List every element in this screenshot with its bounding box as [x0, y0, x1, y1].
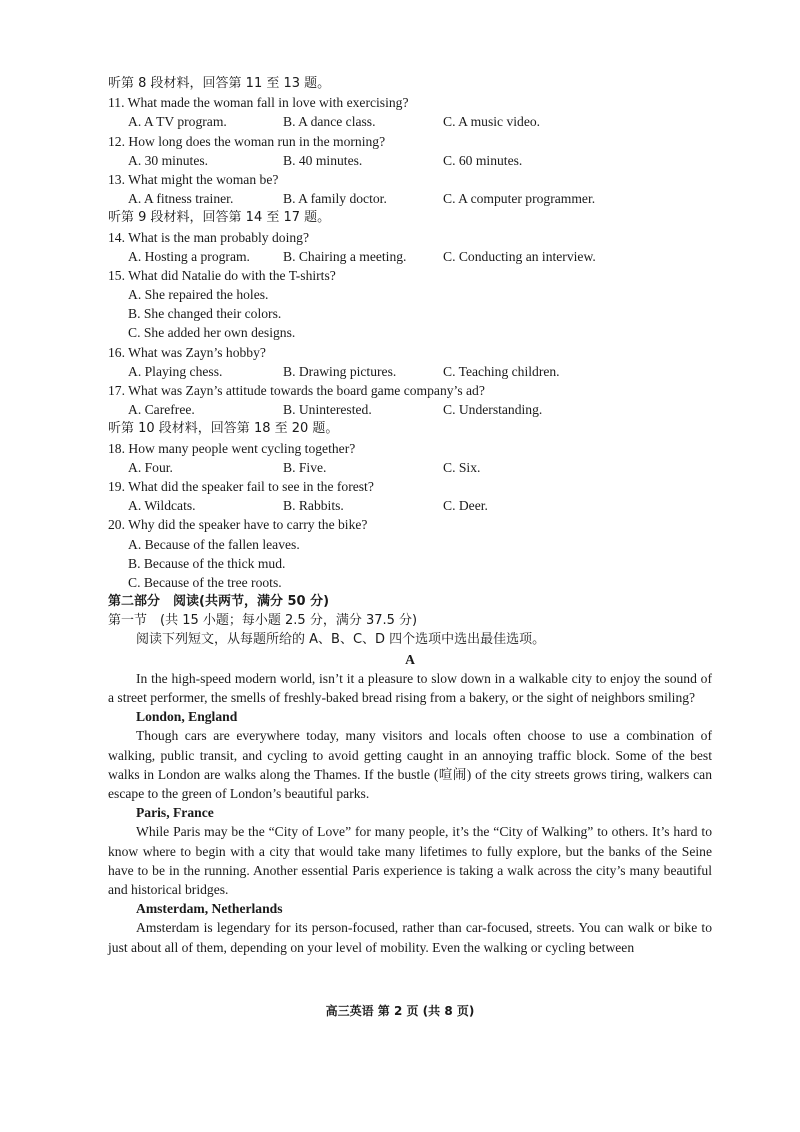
question-18-options — [108, 458, 712, 477]
option-c: C. Deer. — [443, 498, 488, 514]
question-18: 18. How many people went cycling together? — [108, 440, 356, 456]
paris-paragraph: While Paris may be the “City of Love” for many people, it’s the “City of Walking” to others. It’s hard to know where to begin with a city that would take many lifetimes to fully explore, but the banks of the Seine have to be in the running. Another essential Paris experience is taking a walk across the city’s many beautiful and historical bridges. — [108, 824, 712, 898]
option-b: B. She changed their colors. — [128, 306, 282, 322]
option-b: B. Rabbits. — [283, 498, 344, 514]
option-c: C. Conducting an interview. — [443, 248, 596, 264]
passage-intro — [108, 669, 712, 707]
paris-section — [108, 822, 712, 899]
question-14: 14. What is the man probably doing? — [108, 229, 309, 245]
option-b: B. Chairing a meeting. — [283, 248, 407, 264]
option-a: A. Four. — [128, 459, 173, 475]
section-one-title: 第一节 (共 15 小题；每小题 2.5 分，满分 37.5 分) — [108, 613, 418, 629]
amsterdam-heading: Amsterdam, Netherlands — [136, 901, 283, 917]
question-13-options — [108, 189, 712, 208]
section-8-instruction: 听第 8 段材料，回答第 11 至 13 题。 — [108, 76, 331, 91]
option-a: A. She repaired the holes. — [128, 287, 269, 303]
amsterdam-section — [108, 918, 712, 956]
option-a: A. Hosting a program. — [128, 248, 250, 264]
question-17: 17. What was Zayn’s attitude towards the board game company’s ad? — [108, 383, 485, 398]
london-section — [108, 726, 712, 803]
question-12-options — [108, 151, 712, 170]
part-two-title: 第二部分 阅读(共两节，满分 50 分) — [108, 594, 330, 610]
option-b: B. 40 minutes. — [283, 152, 363, 168]
option-c: C. A music video. — [443, 114, 541, 130]
reading-instruction: 阅读下列短文，从每题所给的 A、B、C、D 四个选项中选出最佳选项。 — [136, 632, 546, 648]
option-c: C. Because of the tree roots. — [128, 574, 282, 590]
option-c: C. A computer programmer. — [443, 191, 596, 207]
option-c: C. She added her own designs. — [128, 325, 296, 341]
question-16-options — [108, 362, 712, 381]
question-11: 11. What made the woman fall in love with exercising? — [108, 95, 409, 111]
option-a: A. Playing chess. — [128, 363, 223, 379]
option-b: B. Drawing pictures. — [283, 363, 397, 379]
option-b: B. A family doctor. — [283, 191, 387, 207]
london-paragraph: Though cars are everywhere today, many visitors and locals often choose to use a combination of walking, public transit, and cycling to avoid getting caught in an annoying traffic block. Some of the best walks in London are walks along the Thames. If the bustle (喧闹) of the city streets grows tiring, walkers can escape to the green of London’s beautiful parks. — [108, 728, 712, 802]
question-16: 16. What was Zayn’s hobby? — [108, 344, 266, 360]
page-footer: 高三英语 第 2 页 (共 8 页) — [325, 1004, 475, 1018]
option-b: B. Five. — [283, 459, 327, 475]
option-a: A. 30 minutes. — [128, 152, 209, 168]
amsterdam-paragraph: Amsterdam is legendary for its person-focused, rather than car-focused, streets. You can walk or bike to just about all of them, depending on your level of mobility. Even the walking or cycling between — [108, 920, 712, 955]
section-10-instruction: 听第 10 段材料，回答第 18 至 20 题。 — [108, 421, 339, 437]
question-17-options — [108, 400, 712, 419]
option-a: A. Because of the fallen leaves. — [128, 536, 300, 552]
exam-page — [108, 74, 712, 957]
section-9-instruction: 听第 9 段材料，回答第 14 至 17 题。 — [108, 210, 331, 226]
question-14-options — [108, 247, 712, 266]
question-19: 19. What did the speaker fail to see in the forest? — [108, 478, 374, 494]
option-a: A. A fitness trainer. — [128, 191, 234, 207]
question-12: 12. How long does the woman run in the morning? — [108, 133, 386, 149]
question-11-options — [108, 112, 712, 131]
option-b: B. A dance class. — [283, 114, 376, 130]
london-heading: London, England — [136, 709, 238, 725]
option-b: B. Because of the thick mud. — [128, 555, 286, 571]
option-b: B. Uninterested. — [283, 402, 372, 418]
option-c: C. Understanding. — [443, 402, 543, 418]
option-a: A. Carefree. — [128, 402, 195, 418]
intro-paragraph: In the high-speed modern world, isn’t it a pleasure to slow down in a walkable city to enjoy the sound of a street performer, the smells of freshly-baked bread rising from a bakery, or the sight of neighbors smiling? — [108, 670, 712, 706]
question-13: 13. What might the woman be? — [108, 171, 279, 187]
question-19-options — [108, 496, 712, 515]
option-a: A. Wildcats. — [128, 498, 196, 514]
option-c: C. 60 minutes. — [443, 152, 523, 168]
paris-heading: Paris, France — [136, 805, 214, 821]
option-c: C. Teaching children. — [443, 363, 560, 379]
question-15: 15. What did Natalie do with the T-shirts? — [108, 267, 336, 283]
question-20: 20. Why did the speaker have to carry the bike? — [108, 517, 368, 533]
option-a: A. A TV program. — [128, 114, 227, 130]
option-c: C. Six. — [443, 459, 481, 475]
passage-label: A — [405, 651, 415, 667]
